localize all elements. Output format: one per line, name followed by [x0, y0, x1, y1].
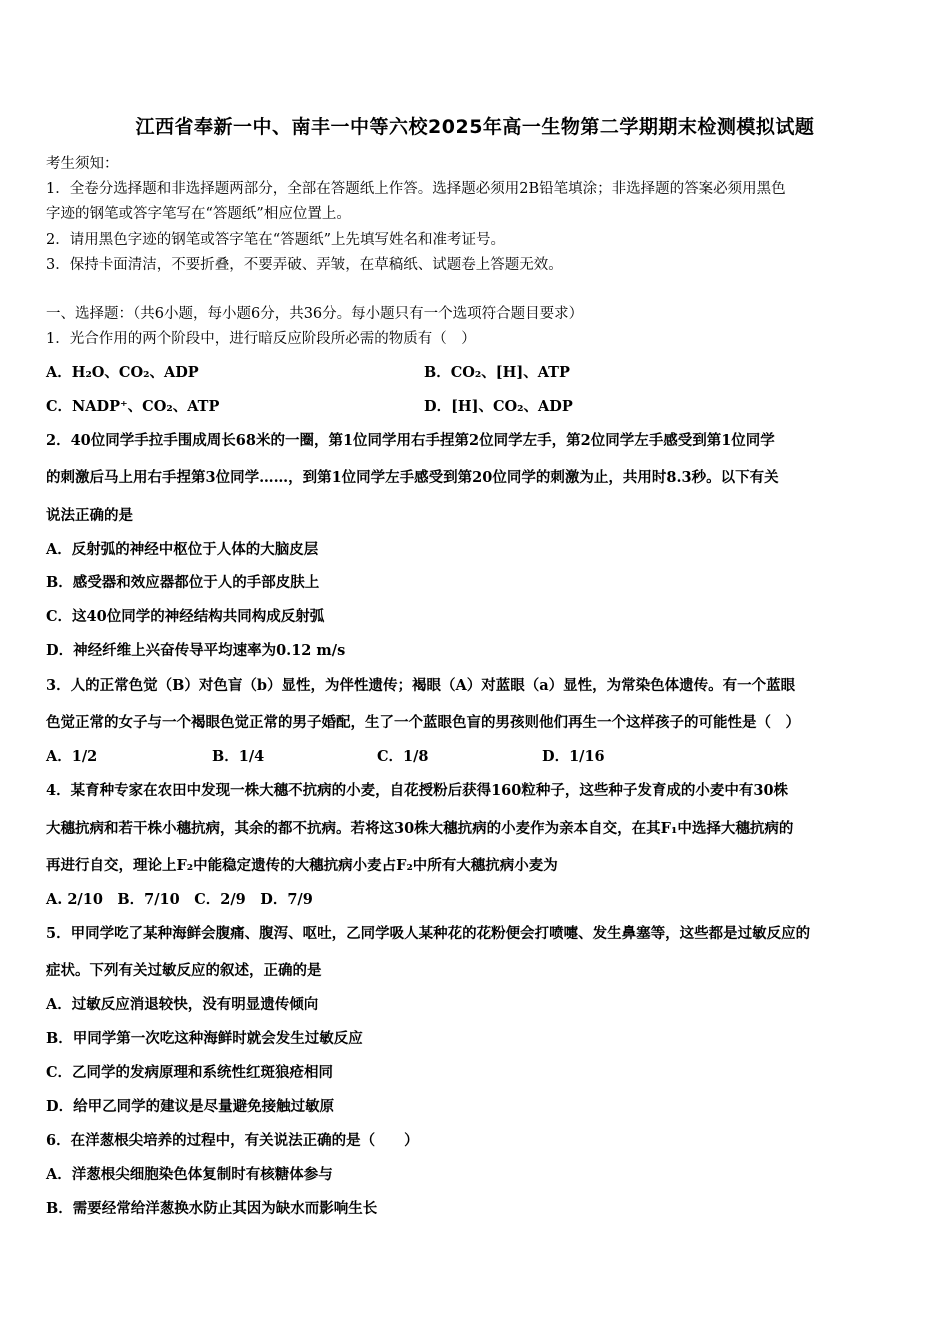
question-4-stem: 4．某育种专家在农田中发现一株大穗不抗病的小麦，自花授粉后获得160粒种子，这些种子发育成的小麦中有30株	[46, 782, 789, 799]
notice-item: 1．全卷分选择题和非选择题两部分，全部在答题纸上作答。选择题必须用2B铅笔填涂；非选择题的答案必须用黑色	[46, 181, 786, 197]
question-1-stem: 1．光合作用的两个阶段中，进行暗反应阶段所必需的物质有（ ）	[46, 331, 476, 347]
question-1-options-row2	[46, 395, 906, 416]
option-a: A．H₂O、CO₂、ADP	[46, 364, 199, 381]
question-3-stem: 色觉正常的女子与一个褐眼色觉正常的男子婚配，生了一个蓝眼色盲的男孩则他们再生一个这样孩子的可能性是（ ）	[46, 714, 800, 731]
notice-item: 字迹的钢笔或答字笔写在“答题纸”相应位置上。	[46, 206, 351, 222]
option-d: D．1/16	[542, 748, 605, 765]
question-3-stem: 3．人的正常色觉（B）对色盲（b）显性，为伴性遗传；褐眼（A）对蓝眼（a）显性，为常染色体遗传。有一个蓝眼	[46, 677, 796, 694]
option-c: C．这40位同学的神经结构共同构成反射弧	[46, 608, 325, 625]
option-b: B．1/4	[212, 748, 265, 765]
option-c: C．1/8	[377, 748, 429, 765]
option-b: B．需要经常给洋葱换水防止其因为缺水而影响生长	[46, 1200, 378, 1217]
option-d: D．[H]、CO₂、ADP	[424, 398, 573, 415]
question-2-stem: 2．40位同学手拉手围成周长68米的一圈，第1位同学用右手捏第2位同学左手，第2位同学左手感受到第1位同学	[46, 432, 775, 449]
option-d: D．神经纤维上兴奋传导平均速率为0.12 m/s	[46, 642, 346, 659]
section-heading: 一、选择题：（共6小题，每小题6分，共36分。每小题只有一个选项符合题目要求）	[46, 306, 584, 322]
question-4-stem: 大穗抗病和若干株小穗抗病，其余的都不抗病。若将这30株大穗抗病的小麦作为亲本自交，在其F₁中选择大穗抗病的	[46, 820, 794, 837]
page-title: 江西省奉新一中、南丰一中等六校2025年高一生物第二学期期末检测模拟试题	[135, 116, 815, 138]
option-c: C．乙同学的发病原理和系统性红斑狼疮相同	[46, 1064, 334, 1081]
question-2-stem: 说法正确的是	[46, 507, 133, 524]
question-4-options: A. 2/10 B．7/10 C．2/9 D．7/9	[46, 891, 313, 908]
option-d: D．给甲乙同学的建议是尽量避免接触过敏原	[46, 1098, 335, 1115]
option-a: A．洋葱根尖细胞染色体复制时有核糖体参与	[46, 1166, 333, 1183]
option-b: B．甲同学第一次吃这种海鲜时就会发生过敏反应	[46, 1030, 363, 1047]
question-4-stem: 再进行自交，理论上F₂中能稳定遗传的大穗抗病小麦占F₂中所有大穗抗病小麦为	[46, 857, 558, 874]
question-5-stem: 5．甲同学吃了某种海鲜会腹痛、腹泻、呕吐，乙同学吸人某种花的花粉便会打喷嚏、发生鼻塞等，这些都是过敏反应的	[46, 925, 811, 942]
question-1-options-row1	[46, 361, 906, 382]
option-c: C．NADP⁺、CO₂、ATP	[46, 398, 220, 415]
question-5-stem: 症状。下列有关过敏反应的叙述，正确的是	[46, 962, 322, 979]
question-6-stem: 6．在洋葱根尖培养的过程中，有关说法正确的是（ ）	[46, 1132, 419, 1149]
notice-item: 3．保持卡面清洁，不要折叠，不要弄破、弄皱，在草稿纸、试题卷上答题无效。	[46, 257, 563, 273]
notice-heading: 考生须知：	[46, 156, 119, 172]
notice-item: 2．请用黑色字迹的钢笔或答字笔在“答题纸”上先填写姓名和准考证号。	[46, 232, 506, 248]
option-b: B．感受器和效应器都位于人的手部皮肤上	[46, 574, 320, 591]
option-a: A．过敏反应消退较快，没有明显遗传倾向	[46, 996, 319, 1013]
option-b: B．CO₂、[H]、ATP	[424, 364, 570, 381]
option-a: A．1/2	[46, 748, 98, 765]
question-3-options	[46, 745, 906, 765]
option-a: A．反射弧的神经中枢位于人体的大脑皮层	[46, 541, 319, 558]
question-2-stem: 的刺激后马上用右手捏第3位同学……，到第1位同学左手感受到第20位同学的刺激为止，共用时8.3秒。以下有关	[46, 469, 779, 486]
